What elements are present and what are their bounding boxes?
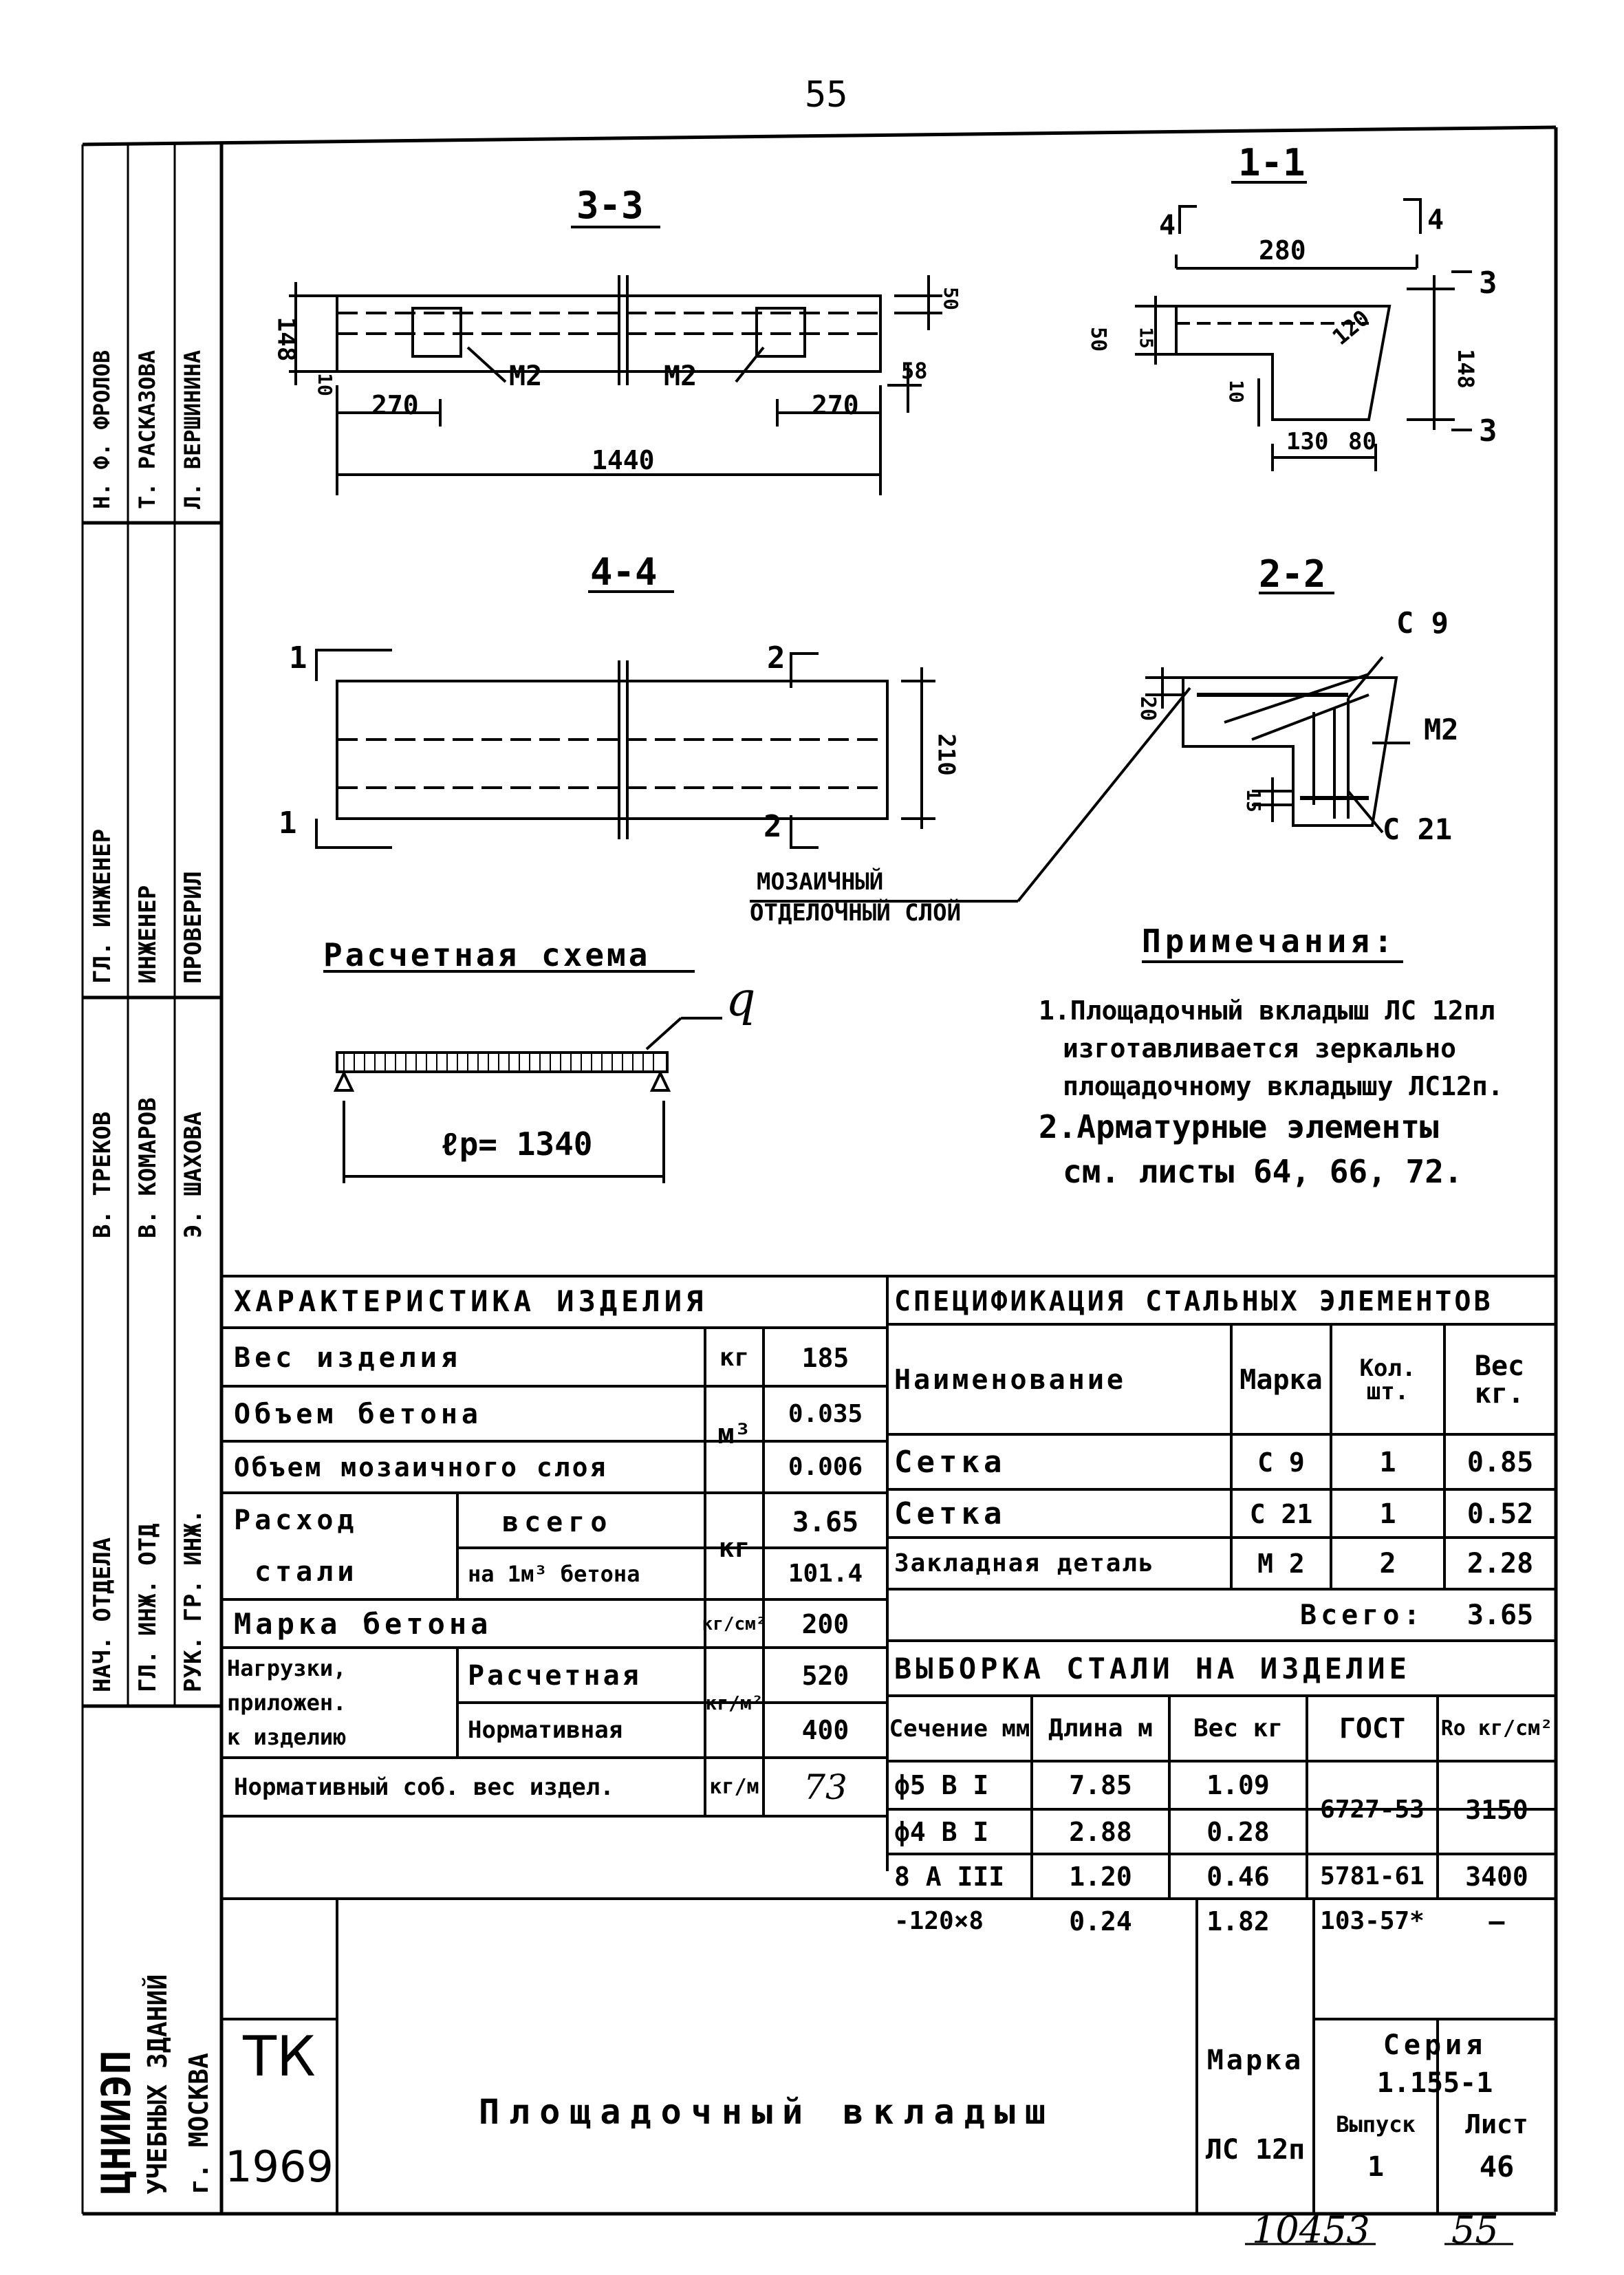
view-4-4-lines bbox=[316, 592, 935, 848]
char-grade-name: Марка бетона bbox=[234, 1607, 492, 1641]
select-header-length: Длина м bbox=[1048, 1714, 1153, 1743]
scheme-span: ℓр= 1340 bbox=[440, 1125, 593, 1163]
title-series: 1.155-1 bbox=[1376, 2067, 1493, 2099]
role2-checked: ПРОВЕРИЛ bbox=[180, 871, 207, 984]
view-1-1-label: 1-1 bbox=[1238, 141, 1306, 184]
select-row-3-sec: 8 А III bbox=[894, 1862, 1005, 1892]
char-steel-v2: 101.4 bbox=[788, 1560, 863, 1588]
spec-row-2-mark: C 21 bbox=[1249, 1499, 1313, 1529]
spec-row-1-qty: 1 bbox=[1379, 1446, 1396, 1478]
dim-148: 148 bbox=[272, 316, 301, 362]
section-2-bottom: 2 bbox=[764, 809, 782, 844]
role2-engineer: ИНЖЕНЕР bbox=[134, 885, 162, 984]
dim-50-11: 50 bbox=[1086, 326, 1111, 352]
select-row-4-ro: — bbox=[1488, 1906, 1505, 1937]
select-row-3-ro: 3400 bbox=[1465, 1862, 1528, 1892]
dim-20: 20 bbox=[1136, 696, 1160, 722]
dim-80: 80 bbox=[1348, 428, 1376, 455]
char-steel-name-b: стали bbox=[255, 1556, 358, 1588]
dim-270-left: 270 bbox=[371, 390, 419, 420]
char-vol-mosaic-name: Объем мозаичного слоя bbox=[234, 1452, 608, 1482]
spec-row-3-name: Закладная деталь bbox=[894, 1549, 1155, 1577]
char-vol-unit: м³ bbox=[717, 1419, 751, 1450]
char-loads-sub2: Нормативная bbox=[468, 1716, 623, 1744]
char-weight-value: 185 bbox=[801, 1343, 849, 1373]
spec-row-3-mark: M 2 bbox=[1257, 1549, 1305, 1579]
notes-title: Примечания: bbox=[1142, 923, 1397, 960]
title-tk: ТК bbox=[243, 2025, 316, 2089]
spec-row-1-mark: C 9 bbox=[1257, 1447, 1305, 1478]
spec-row-2-qty: 1 bbox=[1379, 1498, 1396, 1530]
dim-50: 50 bbox=[939, 287, 962, 310]
title-issue-label: Выпуск bbox=[1336, 2111, 1416, 2137]
char-normweight-value: 73 bbox=[803, 1767, 847, 1807]
note-line-5: см. листы 64, 66, 72. bbox=[1063, 1153, 1463, 1190]
spec-total-value: 3.65 bbox=[1466, 1599, 1534, 1631]
title-series-label: Серия bbox=[1383, 2029, 1487, 2061]
title-mark: ЛС 12п bbox=[1205, 2134, 1306, 2166]
note-line-3: площадочному вкладышу ЛС12п. bbox=[1063, 1071, 1504, 1101]
dim-58: 58 bbox=[901, 358, 928, 384]
title-year: 1969 bbox=[225, 2142, 334, 2192]
dim-270-right: 270 bbox=[812, 390, 859, 420]
char-steel-name-a: Расход bbox=[234, 1505, 358, 1536]
view-3-3-label: 3-3 bbox=[576, 184, 644, 227]
section-4-right: 4 bbox=[1427, 204, 1444, 236]
char-grade-value: 200 bbox=[801, 1609, 849, 1639]
note-line-4: 2.Арматурные элементы bbox=[1039, 1108, 1439, 1145]
select-header-ro: Ro кг/см² bbox=[1440, 1716, 1553, 1740]
title-issue: 1 bbox=[1367, 2151, 1385, 2183]
title-sheet: 46 bbox=[1479, 2150, 1515, 2184]
dim-10: 10 bbox=[313, 373, 336, 396]
dim-15-22: 15 bbox=[1242, 789, 1265, 812]
select-row-3-w: 0.46 bbox=[1206, 1862, 1270, 1892]
name-a-3: Э. ШАХОВА bbox=[180, 1111, 207, 1238]
label-c21: C 21 bbox=[1383, 812, 1453, 846]
section-2-top: 2 bbox=[767, 640, 786, 676]
org-city: г. МОСКВА bbox=[184, 2053, 214, 2195]
select-header-section: Сечение мм bbox=[889, 1715, 1030, 1743]
select-row-1-w: 1.09 bbox=[1206, 1770, 1270, 1800]
spec-header-mark: Марка bbox=[1239, 1364, 1323, 1396]
view-2-2-label: 2-2 bbox=[1259, 552, 1326, 596]
section-4-left: 4 bbox=[1159, 210, 1176, 241]
char-vol-concrete-name: Объем бетона bbox=[234, 1398, 482, 1430]
select-row-2-sec: ф4 В I bbox=[894, 1817, 989, 1847]
char-steel-sub1: всего bbox=[502, 1506, 613, 1538]
spec-total-label: Всего: bbox=[1300, 1599, 1425, 1631]
label-c9: C 9 bbox=[1396, 606, 1449, 640]
title-product-name: Площадочный вкладыш bbox=[479, 2092, 1055, 2132]
page-number-top: 55 bbox=[805, 74, 848, 116]
char-steel-unit: кг bbox=[718, 1533, 750, 1563]
scheme-load-q: q bbox=[726, 973, 756, 1027]
char-table-title: ХАРАКТЕРИСТИКА ИЗДЕЛИЯ bbox=[234, 1284, 708, 1318]
title-mark-label: Марка bbox=[1206, 2045, 1304, 2076]
bottom-number-page: 55 bbox=[1451, 2208, 1499, 2252]
spec-header-qty: Кол. шт. bbox=[1359, 1355, 1416, 1405]
char-loads-name-b: приложен. bbox=[227, 1690, 347, 1716]
view-4-4-label: 4-4 bbox=[590, 550, 658, 594]
char-loads-sub1: Расчетная bbox=[468, 1660, 642, 1692]
spec-row-3-weight: 2.28 bbox=[1466, 1548, 1534, 1579]
select-row-4-sec: -120×8 bbox=[894, 1907, 984, 1935]
select-table-title: ВЫБОРКА СТАЛИ НА ИЗДЕЛИЕ bbox=[894, 1652, 1411, 1685]
dim-130: 130 bbox=[1286, 428, 1329, 455]
spec-table-title: СПЕЦИФИКАЦИЯ СТАЛЬНЫХ ЭЛЕМЕНТОВ bbox=[894, 1286, 1493, 1317]
spec-row-3-qty: 2 bbox=[1379, 1548, 1396, 1579]
section-3-top: 3 bbox=[1479, 266, 1497, 301]
char-loads-unit: кг/м² bbox=[705, 1691, 764, 1714]
char-grade-unit: кг/см² bbox=[702, 1614, 767, 1635]
select-row-3-gost: 5781-61 bbox=[1320, 1862, 1425, 1890]
char-vol-mosaic-value: 0.006 bbox=[788, 1453, 863, 1481]
label-m2-right: M2 bbox=[664, 360, 697, 392]
dim-280: 280 bbox=[1259, 235, 1306, 266]
dim-r120: 120 bbox=[1327, 304, 1375, 351]
char-loads-name-c: к изделию bbox=[227, 1724, 347, 1750]
select-row-2-ro: 3150 bbox=[1465, 1795, 1528, 1825]
dim-1440: 1440 bbox=[592, 445, 655, 475]
char-steel-v1: 3.65 bbox=[792, 1506, 859, 1538]
name-a-2: В. КОМАРОВ bbox=[134, 1097, 162, 1238]
mosaic-layer-line2: ОТДЕЛОЧНЫЙ СЛОЙ bbox=[750, 899, 962, 927]
select-row-2-len: 2.88 bbox=[1069, 1817, 1132, 1847]
spec-header-weight: Вес кг. bbox=[1474, 1350, 1525, 1410]
spec-row-1-name: Сетка bbox=[894, 1444, 1006, 1480]
select-row-2-w: 0.28 bbox=[1206, 1817, 1270, 1847]
dim-210: 210 bbox=[932, 733, 960, 776]
dim-10-11: 10 bbox=[1224, 380, 1248, 403]
select-row-4-gost: 103-57* bbox=[1320, 1907, 1425, 1935]
role-head-dept: НАЧ. ОТДЕЛА bbox=[89, 1537, 116, 1692]
org-name: ЦНИИЭП bbox=[93, 2050, 140, 2195]
select-header-weight: Вес кг bbox=[1193, 1714, 1284, 1743]
select-row-1-len: 7.85 bbox=[1069, 1770, 1132, 1800]
section-1-top: 1 bbox=[289, 640, 307, 676]
name-b-1: Н. Ф. ФРОЛОВ bbox=[89, 349, 115, 509]
dim-15-11: 15 bbox=[1135, 327, 1156, 349]
char-vol-concrete-value: 0.035 bbox=[788, 1399, 863, 1428]
name-b-3: Л. ВЕРШИНИНА bbox=[180, 349, 206, 509]
spec-row-2-name: Сетка bbox=[894, 1496, 1006, 1531]
label-m2: M2 bbox=[1424, 713, 1459, 746]
label-m2-left: M2 bbox=[509, 360, 543, 392]
char-steel-sub2: на 1м³ бетона bbox=[468, 1561, 640, 1587]
role-chief-eng-dept: ГЛ. ИНЖ. ОТД bbox=[134, 1523, 162, 1692]
char-loads-v1: 520 bbox=[801, 1661, 849, 1691]
note-line-2: изготавливается зеркально bbox=[1063, 1033, 1456, 1064]
title-sheet-label: Лист bbox=[1465, 2109, 1528, 2139]
bottom-number-archive: 10453 bbox=[1252, 2208, 1370, 2252]
mosaic-layer-line1: МОЗАИЧНЫЙ bbox=[757, 868, 884, 896]
select-row-2-gost: 6727-53 bbox=[1320, 1796, 1425, 1824]
char-normweight-name: Нормативный соб. вес издел. bbox=[234, 1773, 614, 1801]
char-loads-name-a: Нагрузки, bbox=[227, 1655, 347, 1681]
role2-chief-eng: ГЛ. ИНЖЕНЕР bbox=[89, 828, 116, 984]
section-3-bottom: 3 bbox=[1479, 413, 1497, 449]
spec-row-1-weight: 0.85 bbox=[1466, 1446, 1534, 1478]
select-row-1-sec: ф5 В I bbox=[894, 1770, 989, 1800]
scheme-title: Расчетная схема bbox=[323, 936, 651, 973]
char-weight-name: Вес изделия bbox=[234, 1342, 462, 1374]
char-normweight-unit: кг/м bbox=[709, 1775, 759, 1799]
spec-header-name: Наименование bbox=[894, 1364, 1126, 1396]
name-b-2: Т. РАСКАЗОВА bbox=[134, 349, 160, 509]
select-row-4-len: 0.24 bbox=[1069, 1906, 1132, 1937]
select-row-4-w: 1.82 bbox=[1206, 1906, 1270, 1937]
view-2-2-lines bbox=[750, 593, 1410, 901]
select-row-3-len: 1.20 bbox=[1069, 1862, 1132, 1892]
role-group-lead: РУК. ГР. ИНЖ. bbox=[180, 1509, 207, 1692]
select-header-gost: ГОСТ bbox=[1339, 1713, 1406, 1745]
name-a-1: В. ТРЕКОВ bbox=[89, 1111, 116, 1238]
dim-148-11: 148 bbox=[1452, 349, 1479, 389]
char-loads-v2: 400 bbox=[801, 1715, 849, 1745]
note-line-1: 1.Площадочный вкладыш ЛС 12пл bbox=[1039, 995, 1495, 1026]
char-weight-unit: кг bbox=[719, 1344, 750, 1372]
section-1-bottom: 1 bbox=[279, 806, 297, 841]
spec-row-2-weight: 0.52 bbox=[1466, 1498, 1534, 1530]
org-subtitle: УЧЕБНЫХ ЗДАНИЙ bbox=[142, 1974, 173, 2195]
